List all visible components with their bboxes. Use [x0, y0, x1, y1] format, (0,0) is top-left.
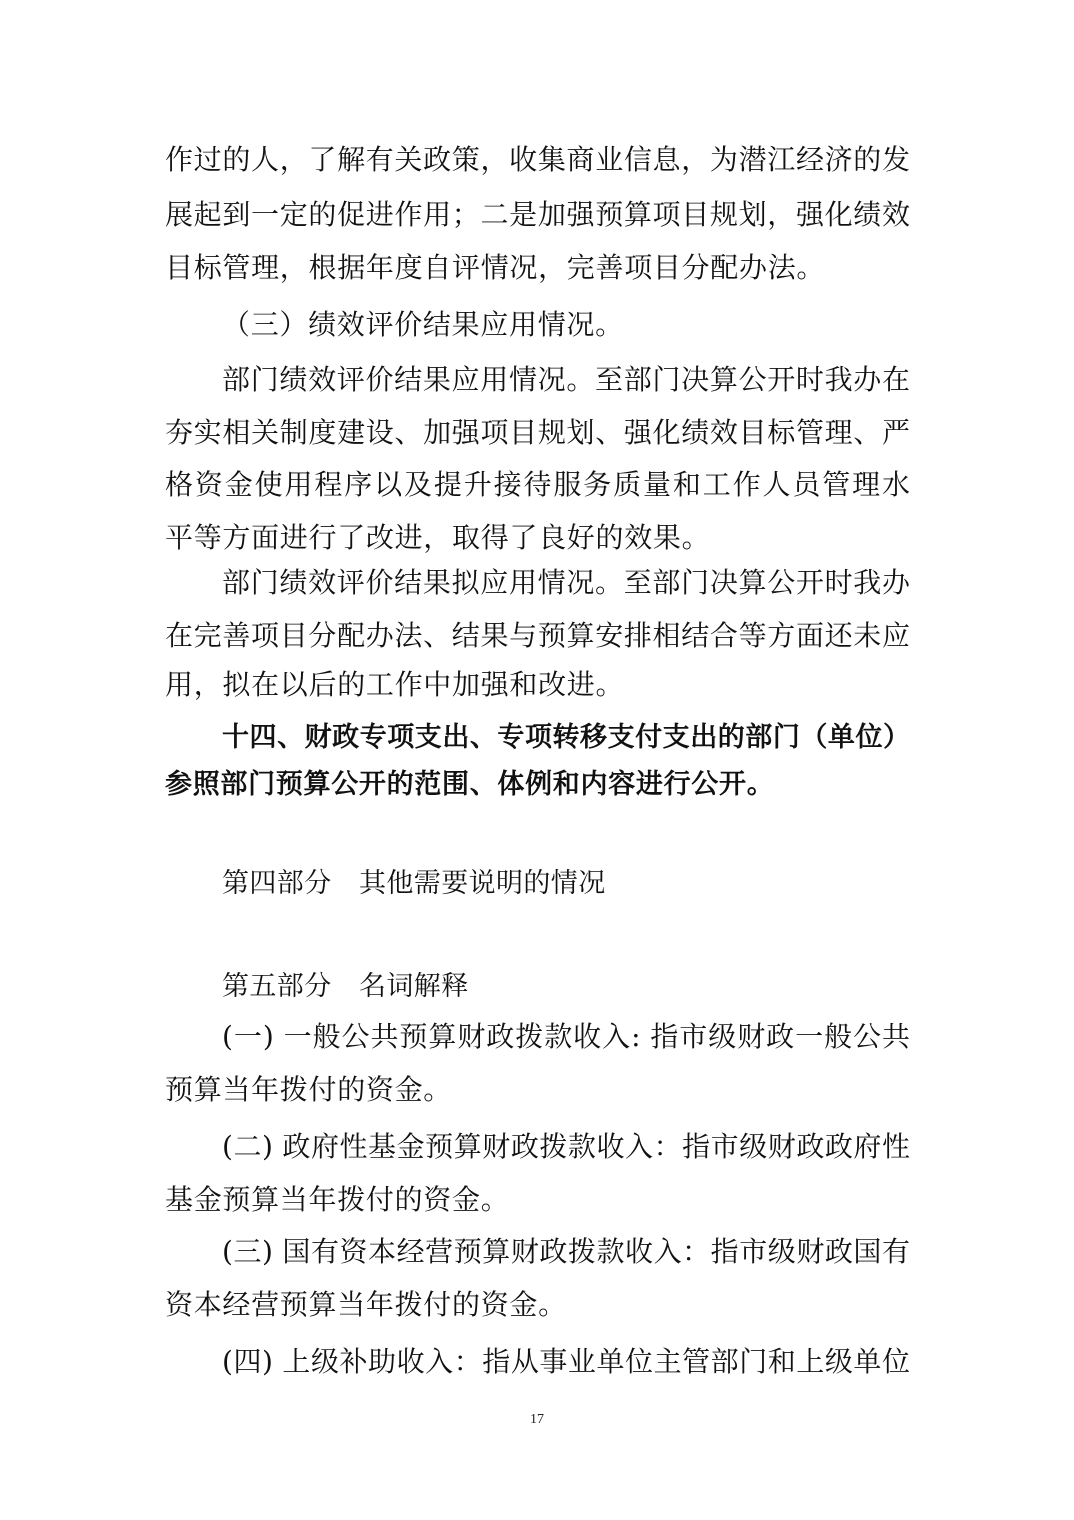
paragraph-line: 平等方面进行了改进，取得了良好的效果。 — [165, 521, 711, 554]
paragraph-line: 展起到一定的促进作用；二是加强预算项目规划，强化绩效 — [165, 198, 910, 231]
section-heading: 第四部分 其他需要说明的情况 — [222, 868, 606, 899]
definition-line: (三) 国有资本经营预算财政拨款收入：指市级财政国有 — [222, 1235, 910, 1268]
definition-line: 基金预算当年拨付的资金。 — [165, 1183, 510, 1216]
subheading-line: （三）绩效评价结果应用情况。 — [222, 308, 624, 341]
bold-paragraph-line: 十四、财政专项支出、专项转移支付支出的部门（单位） — [222, 722, 910, 753]
paragraph-line: 作过的人，了解有关政策，收集商业信息，为潜江经济的发 — [165, 143, 910, 176]
page-number: 17 — [530, 1412, 544, 1427]
definition-line: (二) 政府性基金预算财政拨款收入：指市级财政政府性 — [222, 1130, 910, 1163]
paragraph-line: 用，拟在以后的工作中加强和改进。 — [165, 668, 625, 701]
paragraph-line: 夯实相关制度建设、加强项目规划、强化绩效目标管理、严 — [165, 416, 910, 449]
definition-line: 预算当年拨付的资金。 — [165, 1073, 453, 1106]
paragraph-line: 部门绩效评价结果应用情况。至部门决算公开时我办在 — [222, 363, 910, 396]
section-heading: 第五部分 名词解释 — [222, 971, 469, 1002]
paragraph-line: 目标管理，根据年度自评情况，完善项目分配办法。 — [165, 251, 826, 284]
bold-paragraph-line: 参照部门预算公开的范围、体例和内容进行公开。 — [165, 769, 775, 800]
definition-line: 资本经营预算当年拨付的资金。 — [165, 1288, 567, 1321]
definition-line: (一) 一般公共预算财政拨款收入: 指市级财政一般公共 — [222, 1020, 910, 1053]
paragraph-line: 在完善项目分配办法、结果与预算安排相结合等方面还未应 — [165, 619, 910, 652]
definition-line: (四) 上级补助收入：指从事业单位主管部门和上级单位 — [222, 1345, 910, 1378]
paragraph-line: 格资金使用程序以及提升接待服务质量和工作人员管理水 — [165, 468, 910, 501]
paragraph-line: 部门绩效评价结果拟应用情况。至部门决算公开时我办 — [222, 566, 910, 599]
